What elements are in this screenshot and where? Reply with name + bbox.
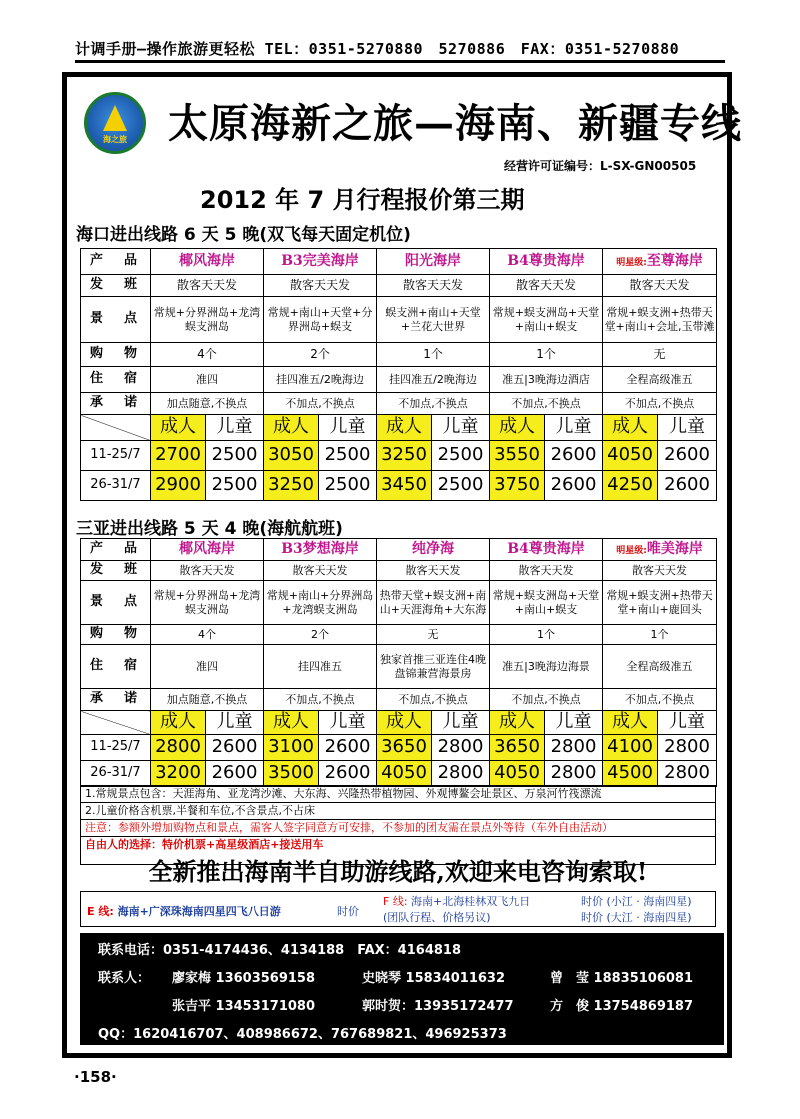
hotel-cell: 准五|3晚海边酒店 (490, 367, 603, 393)
price-cell: 3650 (377, 735, 432, 761)
label-departure: 发 班 (81, 561, 151, 581)
shopping-cell: 4个 (151, 625, 264, 645)
promise-cell: 加点随意,不换点 (151, 689, 264, 711)
logo-text: 海之旅 (103, 135, 127, 144)
adult-header: 成人 (490, 711, 545, 735)
contact-person: 曾 莹 18835106081 (550, 971, 694, 986)
price-row (81, 471, 717, 501)
contact-person: 张吉平 13453171080 (172, 999, 316, 1014)
label-shopping: 购 物 (81, 625, 151, 645)
date-cell: 11-25/7 (81, 735, 151, 761)
note-free-choice: 自由人的选择：特价机票+高星级酒店+接送用车 (85, 838, 324, 851)
sights-cell: 常规+分界洲岛+龙湾蜈支洲岛 (151, 581, 264, 625)
sights-cell: 常规+蜈支洲岛+天堂+南山+蜈支 (490, 581, 603, 625)
hotel-cell: 挂四准五 (264, 645, 377, 689)
note-sights: 1.常规景点包含：天涯海角、亚龙湾沙滩、大东海、兴隆热带植物园、外观博鳌会址景区、万泉河竹筏漂流 (81, 786, 715, 803)
product-name: 椰风海岸 (151, 249, 264, 275)
promise-cell: 不加点,不换点 (377, 393, 490, 415)
label-promise: 承 诺 (81, 689, 151, 711)
shopping-cell: 无 (377, 625, 490, 645)
promise-cell: 不加点,不换点 (603, 393, 717, 415)
price-cell: 2600 (545, 471, 603, 501)
shopping-cell: 2个 (264, 625, 377, 645)
note-attention: 注意：参额外增加购物点和景点，需客人签字同意方可安排，不参加的团友需在景点外等待（车外自由活动） (81, 820, 715, 837)
departure-cell: 散客天天发 (603, 275, 717, 297)
price-cell: 3250 (264, 471, 319, 501)
price-cell: 2800 (545, 735, 603, 761)
shopping-cell: 1个 (377, 343, 490, 367)
promise-cell: 不加点,不换点 (377, 689, 490, 711)
e-route: E 线: 海南+广深珠海南四星四飞八日游 (87, 905, 281, 918)
price-cell: 3500 (264, 761, 319, 787)
shopping-cell: 1个 (603, 625, 717, 645)
price-cell: 2800 (151, 735, 206, 761)
label-hotel: 住 宿 (81, 645, 151, 689)
child-header: 儿童 (319, 711, 377, 735)
price-row (81, 761, 717, 787)
departure-cell: 散客天天发 (603, 561, 717, 581)
shopping-cell: 无 (603, 343, 717, 367)
diagonal-header-cell (81, 711, 151, 735)
product-name: B3梦想海岸 (264, 539, 377, 561)
price-cell: 2600 (319, 735, 377, 761)
label-shopping: 购 物 (81, 343, 151, 367)
notes-box (80, 785, 716, 865)
hotel-cell: 独家首推三亚连住4晚盘锦兼营海景房 (377, 645, 490, 689)
product-name: 阳光海岸 (377, 249, 490, 275)
contact-person-label: 联系人： (98, 971, 151, 986)
price-cell: 2600 (206, 735, 264, 761)
price-cell: 4500 (603, 761, 658, 787)
license-number: 经营许可证编号：L-SX-GN00505 (504, 159, 697, 173)
diagonal-header-cell (81, 415, 151, 441)
child-header: 儿童 (319, 415, 377, 441)
price-cell: 2600 (319, 761, 377, 787)
departure-cell: 散客天天发 (151, 275, 264, 297)
departure-cell: 散客天天发 (151, 561, 264, 581)
date-cell: 26-31/7 (81, 761, 151, 787)
child-header: 儿童 (545, 711, 603, 735)
adult-header: 成人 (603, 711, 658, 735)
price-cell: 3650 (490, 735, 545, 761)
promo-banner: 全新推出海南半自助游线路,欢迎来电咨询索取! (148, 857, 648, 886)
price-cell: 3250 (377, 441, 432, 471)
price-row (81, 735, 717, 761)
child-header: 儿童 (658, 711, 717, 735)
sail-icon (103, 105, 127, 131)
f-route: F 线: 海南+北海桂林双飞九日 (团队行程、价格另议) (383, 895, 531, 924)
sights-cell: 常规+分界洲岛+龙湾蜈支洲岛 (151, 297, 264, 343)
departure-cell: 散客天天发 (377, 561, 490, 581)
promise-cell: 不加点,不换点 (490, 689, 603, 711)
note-child-price: 2.儿童价格含机票,半餐和车位,不含景点,不占床 (81, 803, 715, 820)
sights-cell: 常规+蜈支洲+热带天堂+南山+鹿回头 (603, 581, 717, 625)
label-product: 产 品 (81, 249, 151, 275)
section-sanya-heading: 三亚进出线路 5 天 4 晚(海航航班) (76, 519, 343, 539)
shopping-cell: 2个 (264, 343, 377, 367)
product-name: B3完美海岸 (264, 249, 377, 275)
child-header: 儿童 (206, 711, 264, 735)
page-title: 太原海新之旅—海南、新疆专线 (168, 100, 742, 147)
price-cell: 2800 (658, 761, 717, 787)
child-header: 儿童 (432, 415, 490, 441)
contact-person: 史晓琴 15834011632 (362, 971, 506, 986)
price-cell: 2500 (319, 471, 377, 501)
hotel-cell: 准四 (151, 645, 264, 689)
price-cell: 2900 (151, 471, 206, 501)
hotel-cell: 挂四准五/2晚海边 (377, 367, 490, 393)
adult-header: 成人 (264, 415, 319, 441)
price-cell: 4100 (603, 735, 658, 761)
hotel-cell: 准四 (151, 367, 264, 393)
price-cell: 2500 (432, 441, 490, 471)
label-promise: 承 诺 (81, 393, 151, 415)
price-cell: 2800 (432, 761, 490, 787)
adult-header: 成人 (151, 711, 206, 735)
date-cell: 26-31/7 (81, 471, 151, 501)
price-cell: 3550 (490, 441, 545, 471)
label-product: 产 品 (81, 539, 151, 561)
price-cell: 3100 (264, 735, 319, 761)
price-cell: 4050 (377, 761, 432, 787)
sights-cell: 常规+南山+分界洲岛+龙湾蜈支洲岛 (264, 581, 377, 625)
company-logo (84, 92, 146, 154)
adult-header: 成人 (377, 711, 432, 735)
sights-cell: 蜈支洲+南山+天堂+兰花大世界 (377, 297, 490, 343)
label-sights: 景 点 (81, 297, 151, 343)
child-header: 儿童 (432, 711, 490, 735)
departure-cell: 散客天天发 (490, 561, 603, 581)
price-cell: 3050 (264, 441, 319, 471)
section-haikou-heading: 海口进出线路 6 天 5 晚(双飞每天固定机位) (76, 225, 411, 245)
price-cell: 3750 (490, 471, 545, 501)
price-cell: 2800 (658, 735, 717, 761)
price-row (81, 441, 717, 471)
sights-cell: 常规+蜈支洲岛+天堂+南山+蜈支 (490, 297, 603, 343)
price-cell: 2600 (545, 441, 603, 471)
adult-header: 成人 (377, 415, 432, 441)
haikou-price-table (80, 248, 717, 501)
shopping-cell: 1个 (490, 625, 603, 645)
contact-person: 廖家梅 13603569158 (172, 971, 316, 986)
label-sights: 景 点 (81, 581, 151, 625)
label-departure: 发 班 (81, 275, 151, 297)
promise-cell: 不加点,不换点 (264, 393, 377, 415)
product-name: B4尊贵海岸 (490, 539, 603, 561)
price-cell: 2700 (151, 441, 206, 471)
contact-block (80, 933, 724, 1045)
price-cell: 2500 (319, 441, 377, 471)
header-line: 计调手册—操作旅游更轻松 TEL：0351-5270880 5270886 FAX：0351-5270880 (75, 38, 725, 63)
hotel-cell: 全程高级准五 (603, 645, 717, 689)
sights-cell: 热带天堂+蜈支洲+南山+天涯海角+大东海 (377, 581, 490, 625)
date-cell: 11-25/7 (81, 441, 151, 471)
contact-qq: QQ：1620416707、408986672、767689821、496925373 (98, 1027, 507, 1042)
sights-cell: 常规+南山+天堂+分界洲岛+蜈支 (264, 297, 377, 343)
sanya-price-table (80, 538, 717, 787)
departure-cell: 散客天天发 (377, 275, 490, 297)
product-name: 椰风海岸 (151, 539, 264, 561)
hotel-cell: 全程高级准五 (603, 367, 717, 393)
adult-header: 成人 (490, 415, 545, 441)
price-cell: 2500 (206, 441, 264, 471)
price-cell: 2500 (432, 471, 490, 501)
page-number: ·158· (74, 1068, 117, 1086)
price-cell: 2600 (658, 441, 717, 471)
product-name: B4尊贵海岸 (490, 249, 603, 275)
price-cell: 3450 (377, 471, 432, 501)
adult-header: 成人 (264, 711, 319, 735)
contact-person: 方 俊 13754869187 (550, 999, 694, 1014)
price-period-title: 2012 年 7 月行程报价第三期 (200, 186, 525, 214)
shopping-cell: 1个 (490, 343, 603, 367)
promise-cell: 不加点,不换点 (264, 689, 377, 711)
hotel-cell: 挂四准五/2晚海边 (264, 367, 377, 393)
e-route-price: 时价 (337, 905, 359, 918)
child-header: 儿童 (545, 415, 603, 441)
price-cell: 3200 (151, 761, 206, 787)
contact-phone: 联系电话：0351-4174436、4134188 FAX：4164818 (98, 943, 462, 958)
child-header: 儿童 (658, 415, 717, 441)
label-hotel: 住 宿 (81, 367, 151, 393)
child-header: 儿童 (206, 415, 264, 441)
adult-header: 成人 (603, 415, 658, 441)
departure-cell: 散客天天发 (264, 275, 377, 297)
promise-cell: 不加点,不换点 (603, 689, 717, 711)
promise-cell: 不加点,不换点 (490, 393, 603, 415)
price-cell: 2800 (545, 761, 603, 787)
product-name: 纯净海 (377, 539, 490, 561)
product-name: 明星级:至尊海岸 (603, 249, 717, 275)
price-cell: 4050 (490, 761, 545, 787)
contact-person: 郭时贺：13935172477 (362, 999, 514, 1014)
price-cell: 2500 (206, 471, 264, 501)
shopping-cell: 4个 (151, 343, 264, 367)
sights-cell: 常规+蜈支洲+热带天堂+南山+会址,玉带滩 (603, 297, 717, 343)
price-cell: 4050 (603, 441, 658, 471)
departure-cell: 散客天天发 (264, 561, 377, 581)
departure-cell: 散客天天发 (490, 275, 603, 297)
product-name: 明星级:唯美海岸 (603, 539, 717, 561)
price-cell: 2600 (658, 471, 717, 501)
price-cell: 2600 (206, 761, 264, 787)
price-cell: 2800 (432, 735, 490, 761)
promise-cell: 加点随意,不换点 (151, 393, 264, 415)
price-cell: 4250 (603, 471, 658, 501)
extra-routes-box (80, 891, 716, 927)
f-route-prices: 时价 (小江 · 海南四星) 时价 (大江 · 海南四星) (581, 895, 692, 924)
hotel-cell: 准五|3晚海边海景 (490, 645, 603, 689)
adult-header: 成人 (151, 415, 206, 441)
